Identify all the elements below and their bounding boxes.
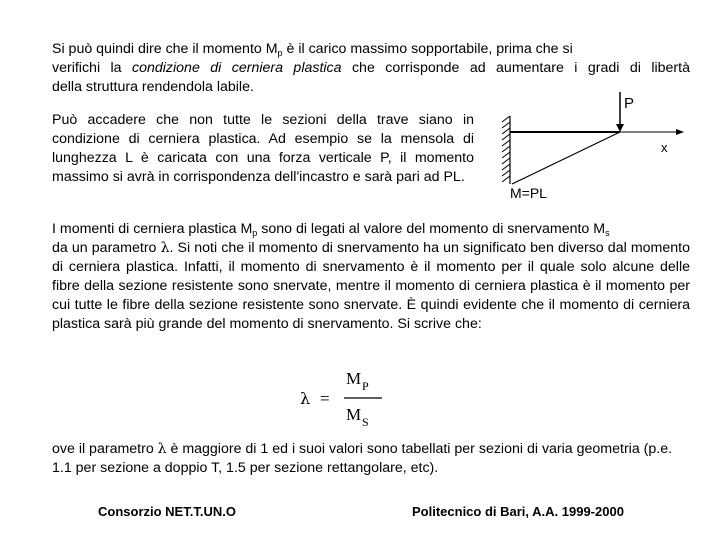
after-text-2: è maggiore di 1 ed i suoi valori sono tabellati per sezioni di varia geometria (p.e. 1.1 per sezione a doppio T, 1.5 per sezione rettangolare, etc).: [52, 441, 673, 476]
main-subscript-p: p: [252, 228, 258, 238]
intro-line-2: [52, 59, 690, 78]
moment-subscript-p: p: [277, 48, 283, 58]
formula-numerator-m: M: [346, 369, 362, 388]
load-label: P: [624, 95, 635, 112]
formula-denominator-sub: S: [362, 415, 369, 429]
cantilever-diagram-svg: [490, 88, 690, 208]
after-lambda-symbol: λ: [157, 441, 167, 457]
main-paragraph: [52, 220, 690, 334]
plastic-hinge-term: condizione di cerniera plastica: [132, 60, 342, 76]
footer-left: Consorzio NET.T.UN.O: [98, 504, 236, 519]
cantilever-paragraph: Può accadere che non tutte le sezioni della trave siano in condizione di cerniera plastica. Ad esempio se la mensola di lunghezza L è caricata con una forza verticale P, il momento massimo si avrà in corrispondenza dell'incastro e sarà pari ad PL.: [52, 112, 474, 185]
load-arrow-icon: [616, 92, 624, 132]
lambda-formula: [296, 364, 416, 434]
moment-label: M=PL: [510, 185, 547, 201]
axis-label: x: [661, 140, 668, 155]
formula-svg: [296, 364, 416, 434]
intro-line-3: della struttura rendendola labile.: [52, 79, 254, 95]
footer-right: Politecnico di Bari, A.A. 1999-2000: [412, 504, 624, 519]
cantilever-diagram: [490, 88, 690, 208]
main-text-3: da un parametro: [52, 240, 161, 256]
moment-diagram-line: [512, 132, 620, 184]
fixed-support-icon: [502, 116, 510, 184]
intro-line-1-text-a: Si può quindi dire che il momento M: [52, 41, 278, 57]
intro-line-1-text-b: è il carico massimo sopportabile, prima che si: [282, 41, 573, 57]
formula-lambda: λ: [300, 389, 311, 408]
formula-equals: =: [320, 389, 330, 408]
intro-line-2-text-a: verifichi la: [52, 60, 132, 76]
formula-denominator-m: M: [346, 405, 362, 424]
after-text-1: ove il parametro: [52, 441, 158, 457]
x-axis-arrow-icon: [676, 129, 684, 135]
intro-line-2-text-b: che corrisponde ad aumentare i gradi di libertà: [341, 60, 690, 76]
formula-numerator-sub: P: [362, 379, 369, 393]
main-text-1: I momenti di cerniera plastica M: [52, 221, 253, 237]
main-text-4: . Si noti che il momento di snervamento ha un significato ben diverso dal momento di cerniera plastica. Infatti, il momento di snervamento è il momento per il quale solo alcune delle fibre della sezione resistente sono snervate, mentre il momento di cerniera plastica è il momento per cui tutte le fibre della sezione resistente sono snervate. È quindi evidente che il momento di cerniera plastica sarà più grande del momento di snervamento. Si scrive che:: [52, 240, 690, 332]
main-text-2: sono di legati al valore del momento di snervamento M: [257, 221, 606, 237]
intro-line-1: [52, 40, 690, 59]
main-subscript-s: s: [605, 228, 610, 238]
lambda-symbol: λ: [160, 240, 170, 256]
after-formula-paragraph: [52, 440, 690, 478]
